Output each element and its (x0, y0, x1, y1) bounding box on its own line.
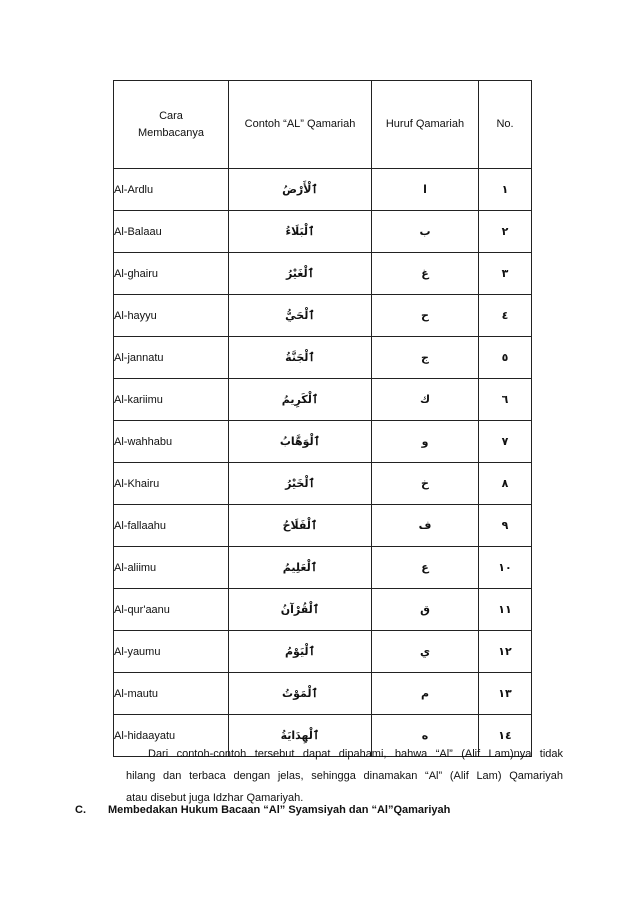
row-number: ٦ (479, 379, 532, 421)
explanation-paragraph (126, 743, 563, 809)
row-number: ٣ (479, 253, 532, 295)
row-example: ٱلْبَلَاءُ (229, 211, 372, 253)
row-example: ٱلْقُرْآنُ (229, 589, 372, 631)
row-letter: ي (372, 631, 479, 673)
row-number: ١ (479, 169, 532, 211)
row-letter: ع (372, 547, 479, 589)
row-number: ٩ (479, 505, 532, 547)
table-row (114, 337, 532, 379)
row-letter: و (372, 421, 479, 463)
row-letter: ا (372, 169, 479, 211)
row-name: Al-qur'aanu (114, 589, 229, 631)
row-letter: خ (372, 463, 479, 505)
row-example: ٱلْمَوْتُ (229, 673, 372, 715)
row-name: Al-wahhabu (114, 421, 229, 463)
table-header-row (114, 81, 532, 169)
row-example: ٱلْغَيْرُ (229, 253, 372, 295)
row-name: Al-yaumu (114, 631, 229, 673)
section-title: Membedakan Hukum Bacaan “Al” Syamsiyah dan “Al”Qamariyah (108, 804, 451, 816)
paragraph-line-2: hilang dan terbaca dengan jelas, sehingga dinamakan “Al” (Alif Lam) Qamariyah (126, 770, 563, 782)
table-row (114, 505, 532, 547)
row-example: ٱلْعَلِيمُ (229, 547, 372, 589)
row-letter: ح (372, 295, 479, 337)
row-name: Al-ghairu (114, 253, 229, 295)
row-name: Al-hidaayatu (114, 715, 229, 757)
row-name: Al-Ardlu (114, 169, 229, 211)
table-row (114, 211, 532, 253)
header-contoh: Contoh “AL” Qamariah (229, 81, 372, 169)
row-letter: ب (372, 211, 479, 253)
section-letter: C. (75, 804, 86, 816)
table-row (114, 421, 532, 463)
row-number: ٧ (479, 421, 532, 463)
row-example: ٱلْوَهَّابُ (229, 421, 372, 463)
row-example: ٱلْيَوْمُ (229, 631, 372, 673)
row-letter: ج (372, 337, 479, 379)
paragraph-line-1: Dari contoh-contoh tersebut dapat dipahami, bahwa “Al” (Alif Lam)nya tidak (148, 748, 563, 760)
qamariah-table (113, 80, 532, 757)
row-number: ١٢ (479, 631, 532, 673)
row-example: ٱلْهِدَايَةُ (229, 715, 372, 757)
header-huruf: Huruf Qamariah (372, 81, 479, 169)
row-number: ٥ (479, 337, 532, 379)
table-row (114, 463, 532, 505)
table-row (114, 169, 532, 211)
table-row (114, 673, 532, 715)
row-number: ١٣ (479, 673, 532, 715)
row-letter: ف (372, 505, 479, 547)
row-example: ٱلْخَيْرُ (229, 463, 372, 505)
row-letter: ك (372, 379, 479, 421)
row-name: Al-Khairu (114, 463, 229, 505)
row-number: ١٤ (479, 715, 532, 757)
row-name: Al-Balaau (114, 211, 229, 253)
header-cara-line2: Membacanya (137, 126, 205, 139)
row-letter: ق (372, 589, 479, 631)
row-example: ٱلْأَرْضُ (229, 169, 372, 211)
paragraph-line-3: atau disebut juga Idzhar Qamariyah. (126, 792, 304, 804)
row-example: ٱلْفَلَاحُ (229, 505, 372, 547)
table-row (114, 631, 532, 673)
row-name: Al-mautu (114, 673, 229, 715)
row-number: ١١ (479, 589, 532, 631)
row-example: ٱلْكَرِيمُ (229, 379, 372, 421)
row-letter: م (372, 673, 479, 715)
row-letter: غ (372, 253, 479, 295)
row-number: ١٠ (479, 547, 532, 589)
row-name: Al-aliimu (114, 547, 229, 589)
row-example: ٱلْجَنَّةُ (229, 337, 372, 379)
table-row (114, 589, 532, 631)
row-name: Al-hayyu (114, 295, 229, 337)
row-name: Al-kariimu (114, 379, 229, 421)
row-name: Al-jannatu (114, 337, 229, 379)
header-no: No. (479, 81, 532, 169)
row-number: ٨ (479, 463, 532, 505)
header-cara-membacanya (114, 81, 229, 169)
row-letter: ه (372, 715, 479, 757)
row-number: ٤ (479, 295, 532, 337)
table-row (114, 295, 532, 337)
table-row (114, 547, 532, 589)
row-number: ٢ (479, 211, 532, 253)
row-name: Al-fallaahu (114, 505, 229, 547)
row-example: ٱلْحَيُّ (229, 295, 372, 337)
table-body (114, 169, 532, 757)
table-row (114, 379, 532, 421)
header-cara-line1: Cara (159, 109, 183, 122)
table-row (114, 253, 532, 295)
